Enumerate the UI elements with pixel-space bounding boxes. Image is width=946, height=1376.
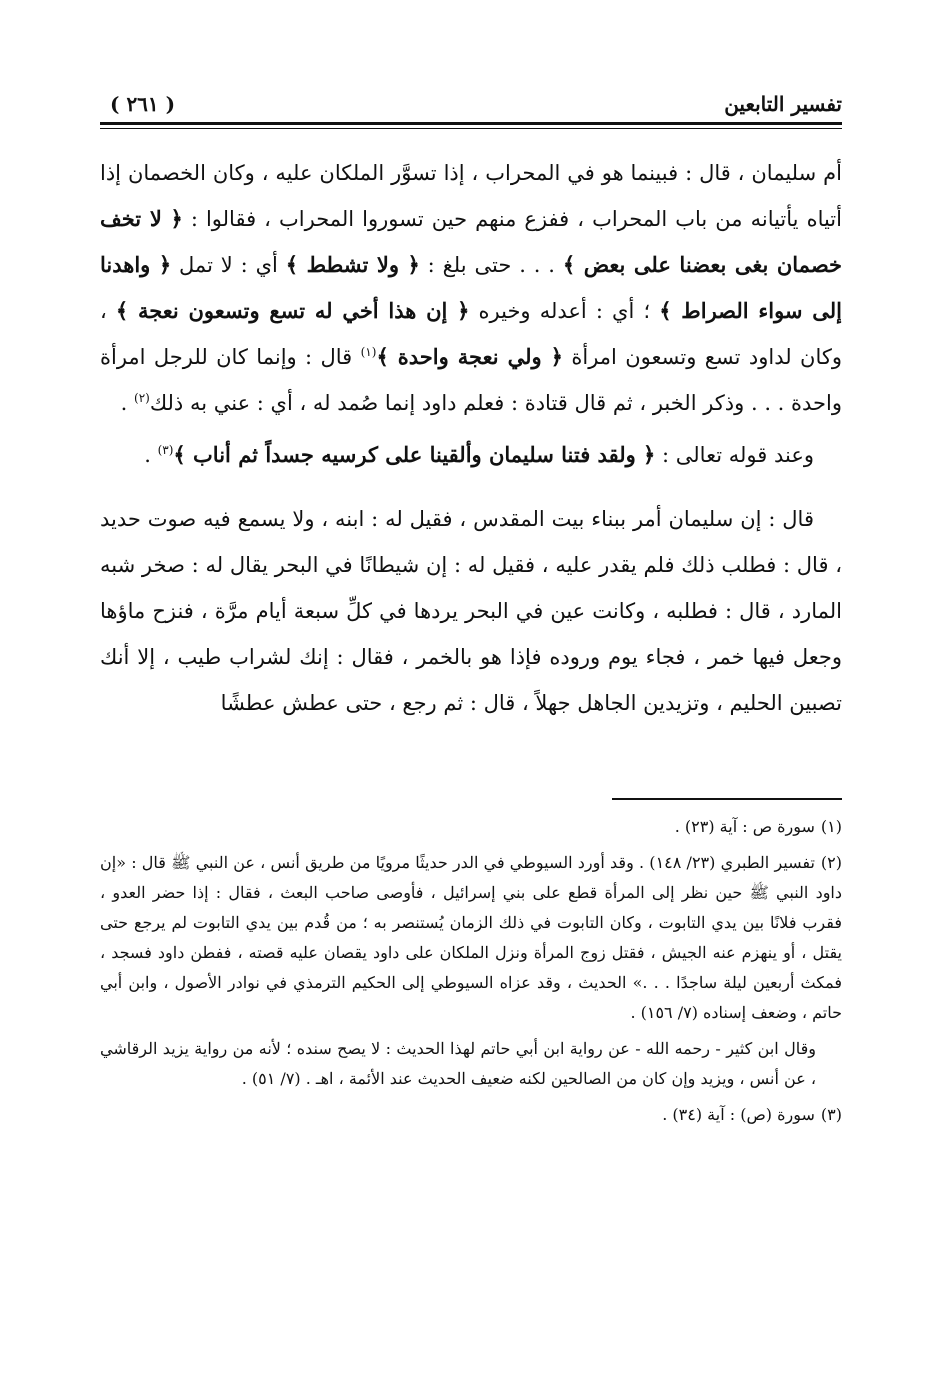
quran-verse: ﴿ إن هذا أخي له تسع وتسعون نعجة ﴾ bbox=[115, 298, 470, 323]
paragraph-2-text-b: . bbox=[144, 443, 158, 467]
main-text bbox=[100, 150, 842, 726]
paragraph-2-text-a: وعند قوله تعالى : bbox=[655, 443, 814, 467]
running-title: تفسير التابعين bbox=[724, 92, 842, 116]
footnote-separator bbox=[612, 798, 842, 800]
footnote-ref-1: (١) bbox=[360, 345, 377, 359]
paragraph-1-text-e: ، وكان لداود تسع وتسعون امرأة bbox=[100, 299, 842, 369]
header-rule bbox=[100, 122, 842, 125]
footnote-2-continuation: وقال ابن كثير - رحمه الله - عن رواية ابن أبي حاتم لهذا الحديث : لا يصح سنده ؛ لأنه من رواية يزيد الرقاشي ، عن أنس ، ويزيد وإن كان من الصالحين لكنه ضعيف الحديث عند الأئمة ، اهـ . (٧/ ٥١) . bbox=[100, 1039, 816, 1088]
footnotes bbox=[100, 812, 842, 1136]
paragraph-1-text-f: قال : وإنما كان للرجل امرأة واحدة . . . وذكر الخبر ، ثم قال قتادة : فعلم داود إنما صُمد له ، أي : عني به ذلك bbox=[100, 345, 842, 415]
quran-verse: ﴿ ولقد فتنا سليمان وألقينا على كرسيه جسداً ثم أناب ﴾ bbox=[173, 442, 656, 467]
quran-verse: ﴿ ولي نعجة واحدة ﴾ bbox=[376, 344, 563, 369]
footnote-number: (٢) bbox=[820, 853, 843, 872]
paragraph-1-text-c: أي : لا تمل bbox=[171, 253, 286, 277]
footnote-text: تفسير الطبري (٢٣/ ١٤٨) . وقد أورد السيوطي في الدر حديثًا مرويًا من طريق أنس ، عن النبي ﷺ قال : «إن داود النبي ﷺ حين نظر إلى المرأة قطع على بني إسرائيل ، فأوصى صاحب البعث ، فقال : إذا حضر العدو ، فقرب فلانًا بين يدي التابوت ، وكان التابوت في ذلك الزمان يُستنصر به ؛ من قُدم بين يدي التابوت لم يرجع حتى يقتل ، أو ينهزم عنه الجيش ، فقتل زوج المرأة ونزل الملكان على داود يقصان عليه قصته ، ففطن داود فسجد ، فمكث أربعين ليلة ساجدًا . . .» الحديث ، وقد عزاه السيوطي إلى الحكيم الترمذي في نوادر الأصول ، وابن أبي حاتم ، وضعف إسناده (٧/ ١٥٦) . bbox=[100, 853, 842, 1022]
paragraph-1-text-g: . bbox=[120, 391, 134, 415]
footnote-ref-2: (٢) bbox=[134, 391, 150, 405]
header-rule-thin bbox=[100, 128, 842, 129]
page-header bbox=[100, 88, 842, 122]
paragraph-1 bbox=[100, 150, 842, 426]
quran-verse: ﴿ ولا تشطط ﴾ bbox=[285, 252, 420, 277]
footnote-3 bbox=[100, 1100, 842, 1130]
paragraph-3: قال : إن سليمان أمر ببناء بيت المقدس ، فقيل له : ابنه ، ولا يسمع فيه صوت حديد ، قال : فطلب ذلك فلم يقدر عليه ، فقيل له : إن شيطانًا في البحر يقال له : صخر شبه المارد ، قال : فطلبه ، وكانت عين في البحر يردها في كلِّ سبعة أيام مرَّة ، فنزح ماؤها وجعل فيها خمر ، فجاء يوم وروده فإذا هو بالخمر ، فقال : إنك لشراب طيب ، إلا أنك تصبين الحليم ، وتزيدين الجاهل جهلاً ، قال : ثم رجع ، حتى عطش عطشًا bbox=[100, 507, 842, 715]
footnote-text: سورة (ص) : آية (٣٤) . bbox=[662, 1105, 815, 1124]
page-number: ( ٢٦١ ) bbox=[110, 92, 176, 116]
quran-verse: ﴿ واهدنا إلى سواء الصراط ﴾ bbox=[100, 252, 842, 323]
footnote-number: (١) bbox=[820, 817, 842, 836]
paragraph-1-text-a: أم سليمان ، قال : فبينما هو في المحراب ، إذا تسوَّر الملكان عليه ، وكان الخصمان إذا أتياه يأتيانه من باب المحراب ، ففزع منهم حين تسوروا المحراب ، فقالوا : bbox=[100, 161, 842, 231]
footnote-ref-3: (٣) bbox=[157, 443, 174, 457]
paragraph-1-text-d: ؛ أي : أعدله وخيره bbox=[469, 299, 660, 323]
footnote-2 bbox=[100, 848, 842, 1028]
paragraph-2 bbox=[100, 432, 842, 478]
footnote-text: سورة ص : آية (٢٣) . bbox=[674, 817, 815, 836]
quran-verse: ﴿ لا تخف خصمان بغى بعضنا على بعض ﴾ bbox=[100, 206, 843, 277]
paragraph-1-text-b: . . . حتى بلغ : bbox=[419, 253, 563, 277]
footnote-number: (٣) bbox=[820, 1105, 842, 1124]
footnote-1 bbox=[100, 812, 842, 842]
